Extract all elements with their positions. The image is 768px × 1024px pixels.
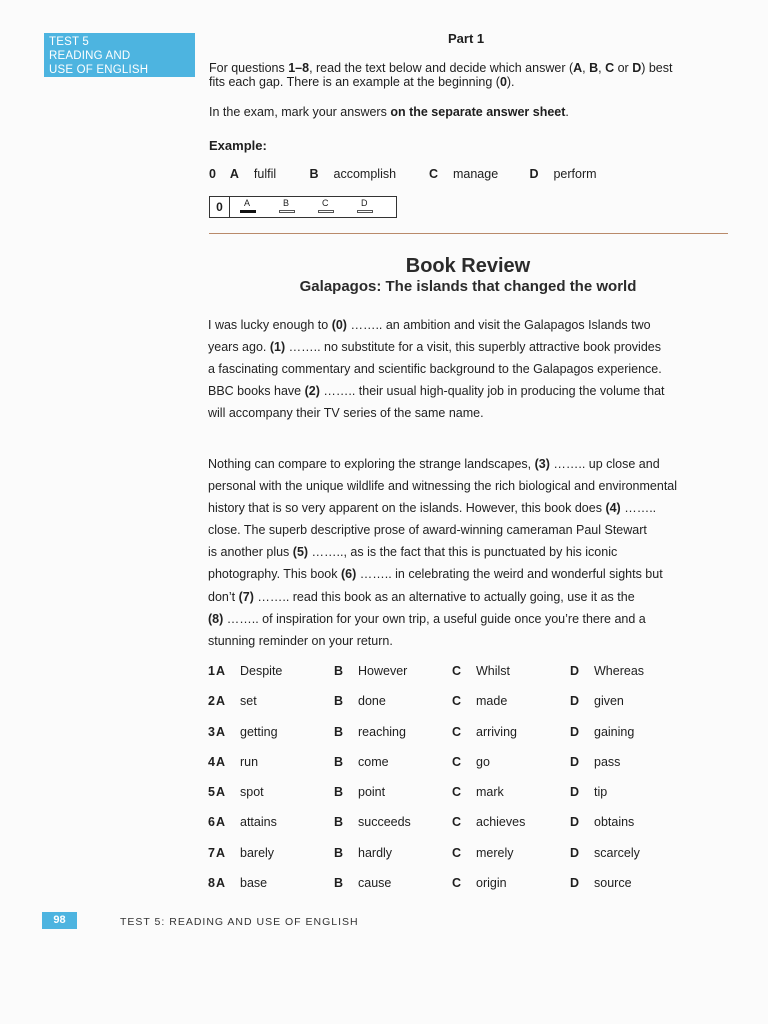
line-text: …….. no substitute for a visit, this superbly attractive book provides — [285, 340, 661, 355]
option-word: manage — [452, 167, 499, 181]
option-letter: C — [452, 754, 462, 769]
option-word: tip — [594, 785, 608, 800]
line-text: …….. in celebrating the weird and wonderful sights but — [356, 567, 663, 582]
option-word: hardly — [358, 845, 393, 860]
question-row — [208, 876, 688, 906]
gap-number: (2) — [304, 384, 320, 399]
tab-line-test: TEST 5 — [49, 36, 89, 48]
option-d — [570, 785, 688, 799]
answer-mark-empty — [357, 210, 373, 213]
question-number: 2 — [208, 694, 215, 709]
question-number: 3 — [208, 724, 215, 739]
option-letter: B — [334, 754, 344, 769]
gap-number: (0) — [331, 318, 347, 332]
line-text: photography. This book — [208, 567, 341, 582]
option-d — [570, 755, 688, 769]
option-c — [452, 725, 570, 739]
question-number: 6 — [208, 815, 215, 830]
line-text: …….. their usual high-quality job in producing the volume that — [319, 384, 665, 399]
paragraph-line — [208, 541, 730, 563]
option-a — [216, 785, 334, 799]
line-text: …….. an ambition and visit the Galapagos Islands two — [346, 318, 651, 332]
option-word: getting — [240, 724, 278, 739]
option-word: origin — [476, 876, 507, 891]
option-d — [570, 846, 688, 860]
line-text: BBC books have — [208, 384, 305, 399]
option-b — [334, 755, 452, 769]
option-b — [334, 815, 452, 829]
option-c — [452, 815, 570, 829]
option-letter: B — [334, 664, 344, 678]
answer-cell-d — [357, 197, 396, 217]
option-word: come — [358, 754, 389, 769]
option-letter: D — [570, 845, 580, 860]
option-c — [452, 846, 570, 860]
example-label: Example: — [209, 138, 267, 153]
option-letter: D — [570, 724, 580, 739]
option-letter: A — [216, 876, 226, 891]
option-a — [216, 725, 334, 739]
line-text: will accompany their TV series of the same name. — [208, 406, 484, 421]
option-word: gaining — [594, 724, 635, 739]
gap-number: (1) — [269, 340, 286, 355]
question-row — [208, 815, 688, 845]
option-word: Whereas — [594, 664, 645, 678]
option-letter: C — [452, 876, 462, 891]
option-word: accomplish — [333, 167, 397, 181]
line-text: …….. up close and — [549, 457, 660, 471]
option-word: However — [358, 664, 408, 678]
instr-letter: D — [632, 61, 642, 75]
option-word: set — [240, 694, 257, 709]
article-paragraph-2 — [208, 453, 730, 652]
example-answer-box — [209, 196, 397, 218]
gap-number: (6) — [340, 567, 357, 582]
line-text: stunning reminder on your return. — [208, 633, 393, 648]
option-word: merely — [476, 845, 514, 860]
option-c — [452, 664, 570, 678]
option-letter: C — [452, 815, 462, 830]
instr-text: , — [598, 61, 606, 75]
option-letter: D — [570, 785, 580, 800]
option-letter: D — [570, 664, 580, 678]
option-letter: A — [216, 694, 226, 709]
option-d — [570, 876, 688, 890]
answer-cell-b — [279, 197, 318, 217]
answer-mark-empty — [279, 210, 295, 213]
line-text: a fascinating commentary and scientific background to the Galapagos experience. — [208, 362, 662, 377]
question-number: 5 — [208, 785, 215, 800]
instr-letter: C — [605, 61, 615, 75]
paragraph-line — [208, 358, 730, 380]
question-row — [208, 755, 688, 785]
option-letter: A — [216, 785, 226, 800]
answer-cell-letter: C — [322, 198, 329, 208]
option-letter: A — [216, 724, 226, 739]
option-word: done — [358, 694, 386, 709]
option-letter: B — [334, 876, 344, 891]
option-word: source — [594, 876, 632, 891]
exam-note-bold: on the separate answer sheet — [390, 105, 566, 119]
option-letter: A — [216, 754, 226, 769]
option-letter: D — [570, 694, 580, 709]
instr-range: 1–8 — [288, 61, 310, 75]
answer-mark-filled — [240, 210, 256, 213]
option-letter: A — [216, 815, 226, 830]
option-word: scarcely — [594, 845, 640, 860]
example-option-d — [529, 167, 629, 181]
question-row — [208, 694, 688, 724]
line-text: years ago. — [208, 340, 270, 355]
question-row — [208, 785, 688, 815]
option-letter: C — [452, 785, 462, 800]
example-option-b — [310, 167, 429, 181]
instr-text: , — [582, 61, 590, 75]
instr-letter: A — [573, 61, 583, 75]
paragraph-line — [208, 336, 730, 358]
option-b — [334, 664, 452, 678]
running-footer: TEST 5: READING AND USE OF ENGLISH — [120, 916, 359, 928]
option-word: perform — [553, 167, 597, 181]
option-letter: C — [452, 845, 462, 860]
example-number: 0 — [209, 167, 216, 181]
option-word: attains — [240, 815, 277, 830]
option-letter: B — [309, 167, 319, 181]
option-c — [452, 694, 570, 708]
option-word: Whilst — [476, 664, 511, 678]
test-section-tab — [44, 33, 195, 77]
line-text: don’t — [208, 589, 239, 604]
line-text: history that is so very apparent on the islands. However, this book does — [208, 501, 606, 516]
option-word: fulfil — [253, 167, 277, 181]
option-word: made — [476, 694, 508, 709]
exam-note-text: In the exam, mark your answers — [209, 105, 391, 119]
option-letter: C — [452, 724, 462, 739]
question-options-table — [208, 664, 688, 906]
gap-number: (3) — [534, 457, 550, 471]
answer-box-cells — [230, 197, 396, 217]
option-c — [452, 755, 570, 769]
line-text: Nothing can compare to exploring the strange landscapes, — [208, 457, 535, 471]
question-number: 7 — [208, 845, 215, 860]
answer-cell-letter: B — [283, 198, 290, 208]
line-text: …….. read this book as an alternative to actually going, use it as the — [253, 589, 635, 604]
option-letter: B — [334, 815, 344, 830]
instr-text: ). — [506, 75, 515, 89]
option-word: obtains — [594, 815, 635, 830]
exam-note-text: . — [565, 105, 569, 119]
question-number: 4 — [208, 754, 215, 769]
option-a — [216, 664, 334, 678]
instr-text: ) best — [641, 61, 673, 75]
line-text: close. The superb descriptive prose of award-winning cameraman Paul Stewart — [208, 523, 647, 538]
option-b — [334, 846, 452, 860]
article-title: Book Review — [405, 255, 531, 277]
answer-cell-a — [240, 197, 279, 217]
option-word: spot — [240, 785, 264, 800]
answer-cell-letter: D — [361, 198, 368, 208]
question-row — [208, 725, 688, 755]
answer-cell-c — [318, 197, 357, 217]
option-word: mark — [476, 785, 504, 800]
example-option-c — [429, 167, 530, 181]
option-letter: D — [570, 876, 580, 891]
option-letter: D — [570, 754, 580, 769]
option-a — [216, 755, 334, 769]
article-subtitle: Galapagos: The islands that changed the world — [299, 278, 637, 295]
option-letter: D — [570, 815, 580, 830]
example-option-a — [230, 167, 310, 181]
option-b — [334, 785, 452, 799]
line-text: I was lucky enough to — [208, 318, 332, 332]
option-letter: C — [428, 167, 438, 181]
question-number: 1 — [208, 664, 215, 678]
line-text: personal with the unique wildlife and witnessing the rich biological and environmental — [208, 479, 678, 494]
page-number: 98 — [42, 912, 77, 929]
option-b — [334, 694, 452, 708]
option-d — [570, 664, 688, 678]
option-letter: B — [334, 694, 344, 709]
paragraph-line — [208, 608, 730, 630]
part-title: Part 1 — [448, 31, 485, 46]
option-word: barely — [240, 845, 275, 860]
option-word: Despite — [240, 664, 283, 678]
option-word: reaching — [358, 724, 406, 739]
tab-line-reading: READING AND — [49, 50, 131, 62]
gap-number: (4) — [605, 501, 621, 516]
instr-letter: B — [589, 61, 599, 75]
paragraph-line — [208, 497, 730, 519]
option-c — [452, 785, 570, 799]
option-letter: A — [216, 845, 226, 860]
paragraph-line — [208, 314, 730, 336]
option-word: given — [594, 694, 624, 709]
answer-box-number: 0 — [210, 197, 230, 217]
paragraph-line — [208, 402, 730, 424]
paragraph-line — [208, 453, 730, 475]
option-letter: B — [334, 845, 344, 860]
option-a — [216, 846, 334, 860]
option-b — [334, 725, 452, 739]
instr-zero: 0 — [499, 75, 507, 89]
answer-mark-empty — [318, 210, 334, 213]
gap-number: (7) — [238, 589, 254, 604]
line-text: is another plus — [208, 545, 293, 560]
line-text: …….., as is the fact that this is punctuated by his iconic — [308, 545, 618, 560]
instr-text: or — [614, 61, 633, 75]
paragraph-line — [208, 630, 730, 652]
option-d — [570, 694, 688, 708]
instructions — [209, 61, 729, 89]
article-paragraph-1 — [208, 314, 730, 424]
exam-note — [209, 105, 569, 119]
option-c — [452, 876, 570, 890]
option-letter: A — [216, 664, 226, 678]
option-letter: D — [529, 167, 539, 181]
paragraph-line — [208, 563, 730, 585]
line-text: …….. — [620, 501, 657, 516]
option-word: cause — [358, 876, 392, 891]
line-text: …….. of inspiration for your own trip, a useful guide once you’re there and a — [223, 611, 646, 626]
instr-text: For questions — [209, 61, 289, 75]
paragraph-line — [208, 475, 730, 497]
option-word: achieves — [476, 815, 526, 830]
gap-number: (5) — [292, 545, 309, 560]
option-d — [570, 725, 688, 739]
paragraph-line — [208, 380, 730, 402]
example-options — [209, 167, 629, 181]
question-row — [208, 664, 688, 694]
question-row — [208, 846, 688, 876]
paragraph-line — [208, 586, 730, 608]
question-number: 8 — [208, 876, 215, 891]
option-letter: B — [334, 785, 344, 800]
paragraph-line — [208, 519, 730, 541]
option-word: point — [358, 785, 386, 800]
option-a — [216, 815, 334, 829]
option-word: succeeds — [358, 815, 411, 830]
option-word: base — [240, 876, 268, 891]
option-a — [216, 694, 334, 708]
option-word: go — [476, 754, 490, 769]
option-letter: C — [452, 664, 462, 678]
option-word: arriving — [476, 724, 517, 739]
section-divider — [209, 233, 728, 234]
option-letter: B — [334, 724, 344, 739]
option-d — [570, 815, 688, 829]
gap-number: (8) — [208, 611, 224, 626]
option-a — [216, 876, 334, 890]
tab-line-use-of-english: USE OF ENGLISH — [49, 64, 149, 76]
option-letter: C — [452, 694, 462, 709]
option-letter: A — [229, 167, 239, 181]
answer-cell-letter: A — [244, 198, 251, 208]
option-word: pass — [594, 754, 621, 769]
instr-text: fits each gap. There is an example at the beginning ( — [209, 75, 500, 89]
instr-text: , read the text below and decide which answer ( — [309, 61, 574, 75]
option-word: run — [240, 754, 259, 769]
option-b — [334, 876, 452, 890]
